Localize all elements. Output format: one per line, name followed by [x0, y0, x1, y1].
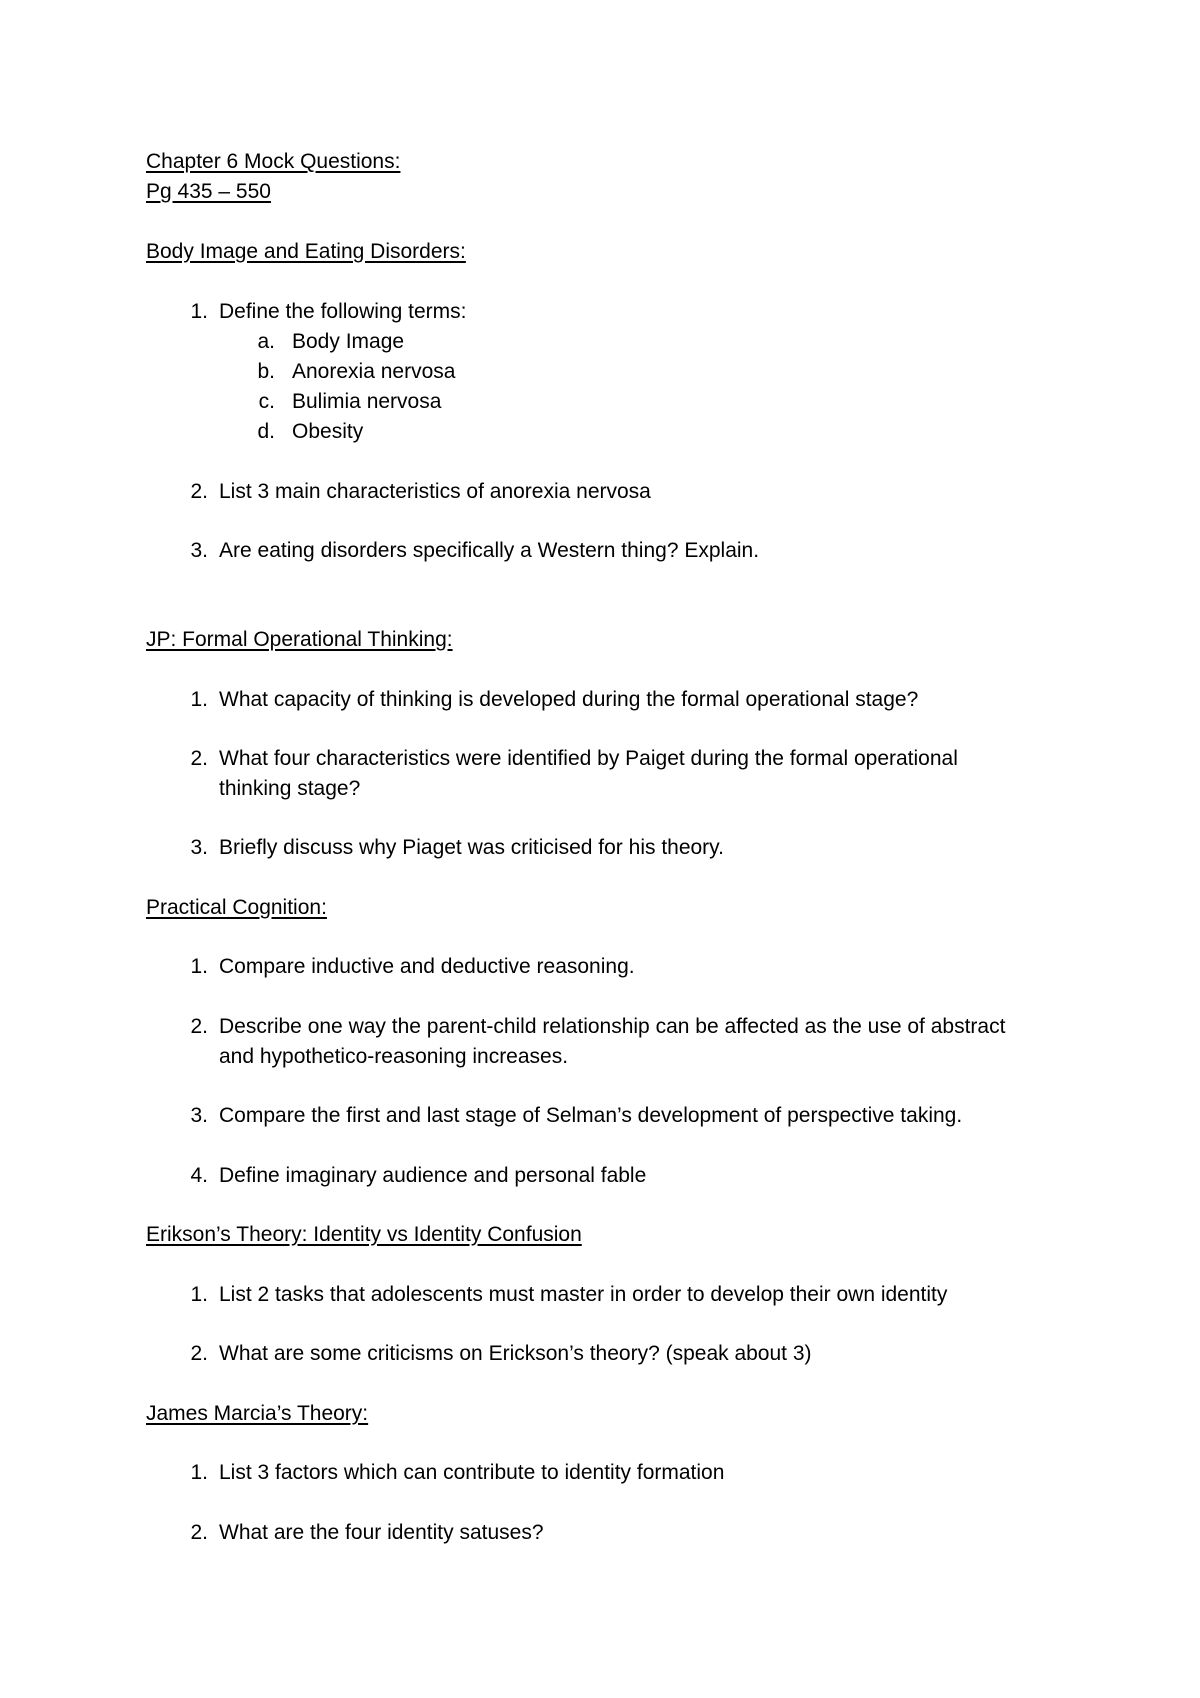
sub-item-letter: d. [257, 420, 275, 443]
question-number: 2. [190, 1015, 208, 1038]
sub-item-text: Anorexia nervosa [292, 360, 456, 383]
question-number: 3. [190, 836, 208, 859]
question-text: Compare the first and last stage of Selman’s development of perspective taking. [219, 1104, 963, 1127]
question-number: 3. [190, 1104, 208, 1127]
section-heading-erikson: Erikson’s Theory: Identity vs Identity Confusion [146, 1223, 582, 1246]
question-number: 1. [190, 1283, 208, 1306]
question-text: Define imaginary audience and personal fable [219, 1164, 647, 1187]
sub-item-text: Body Image [292, 330, 405, 353]
question-text: List 3 factors which can contribute to identity formation [219, 1461, 725, 1484]
question-number: 1. [190, 300, 208, 323]
question-number: 3. [190, 539, 208, 562]
question-number: 4. [190, 1164, 208, 1187]
sub-item-letter: a. [257, 330, 275, 353]
question-text: What are the four identity satuses? [219, 1521, 544, 1544]
document-title: Chapter 6 Mock Questions: [146, 150, 401, 173]
question-text: Describe one way the parent-child relationship can be affected as the use of abstract [219, 1015, 1006, 1038]
section-heading-marcia: James Marcia’s Theory: [146, 1402, 369, 1425]
question-text: Define the following terms: [219, 300, 467, 323]
question-text-continued: thinking stage? [219, 777, 361, 800]
sub-item-text: Bulimia nervosa [292, 390, 442, 413]
question-text: List 3 main characteristics of anorexia nervosa [219, 480, 651, 503]
section-heading-formal-operational: JP: Formal Operational Thinking: [146, 628, 453, 651]
sub-item-text: Obesity [292, 420, 364, 443]
page-range: Pg 435 – 550 [146, 180, 271, 203]
question-text: Are eating disorders specifically a Western thing? Explain. [219, 539, 760, 562]
question-number: 1. [190, 688, 208, 711]
question-text-continued: and hypothetico-reasoning increases. [219, 1045, 569, 1068]
question-text: What four characteristics were identified by Paiget during the formal operational [219, 747, 958, 770]
question-number: 2. [190, 1521, 208, 1544]
question-text: What capacity of thinking is developed during the formal operational stage? [219, 688, 919, 711]
question-number: 2. [190, 480, 208, 503]
section-heading-practical-cognition: Practical Cognition: [146, 896, 327, 919]
sub-item-letter: c. [258, 390, 275, 413]
question-text: What are some criticisms on Erickson’s theory? (speak about 3) [219, 1342, 812, 1365]
question-text: Briefly discuss why Piaget was criticised for his theory. [219, 836, 724, 859]
question-number: 1. [190, 955, 208, 978]
question-number: 2. [190, 747, 208, 770]
question-text: Compare inductive and deductive reasoning. [219, 955, 635, 978]
question-number: 2. [190, 1342, 208, 1365]
sub-item-letter: b. [257, 360, 275, 383]
question-text: List 2 tasks that adolescents must master in order to develop their own identity [219, 1283, 948, 1306]
question-number: 1. [190, 1461, 208, 1484]
section-heading-body-image: Body Image and Eating Disorders: [146, 240, 466, 263]
